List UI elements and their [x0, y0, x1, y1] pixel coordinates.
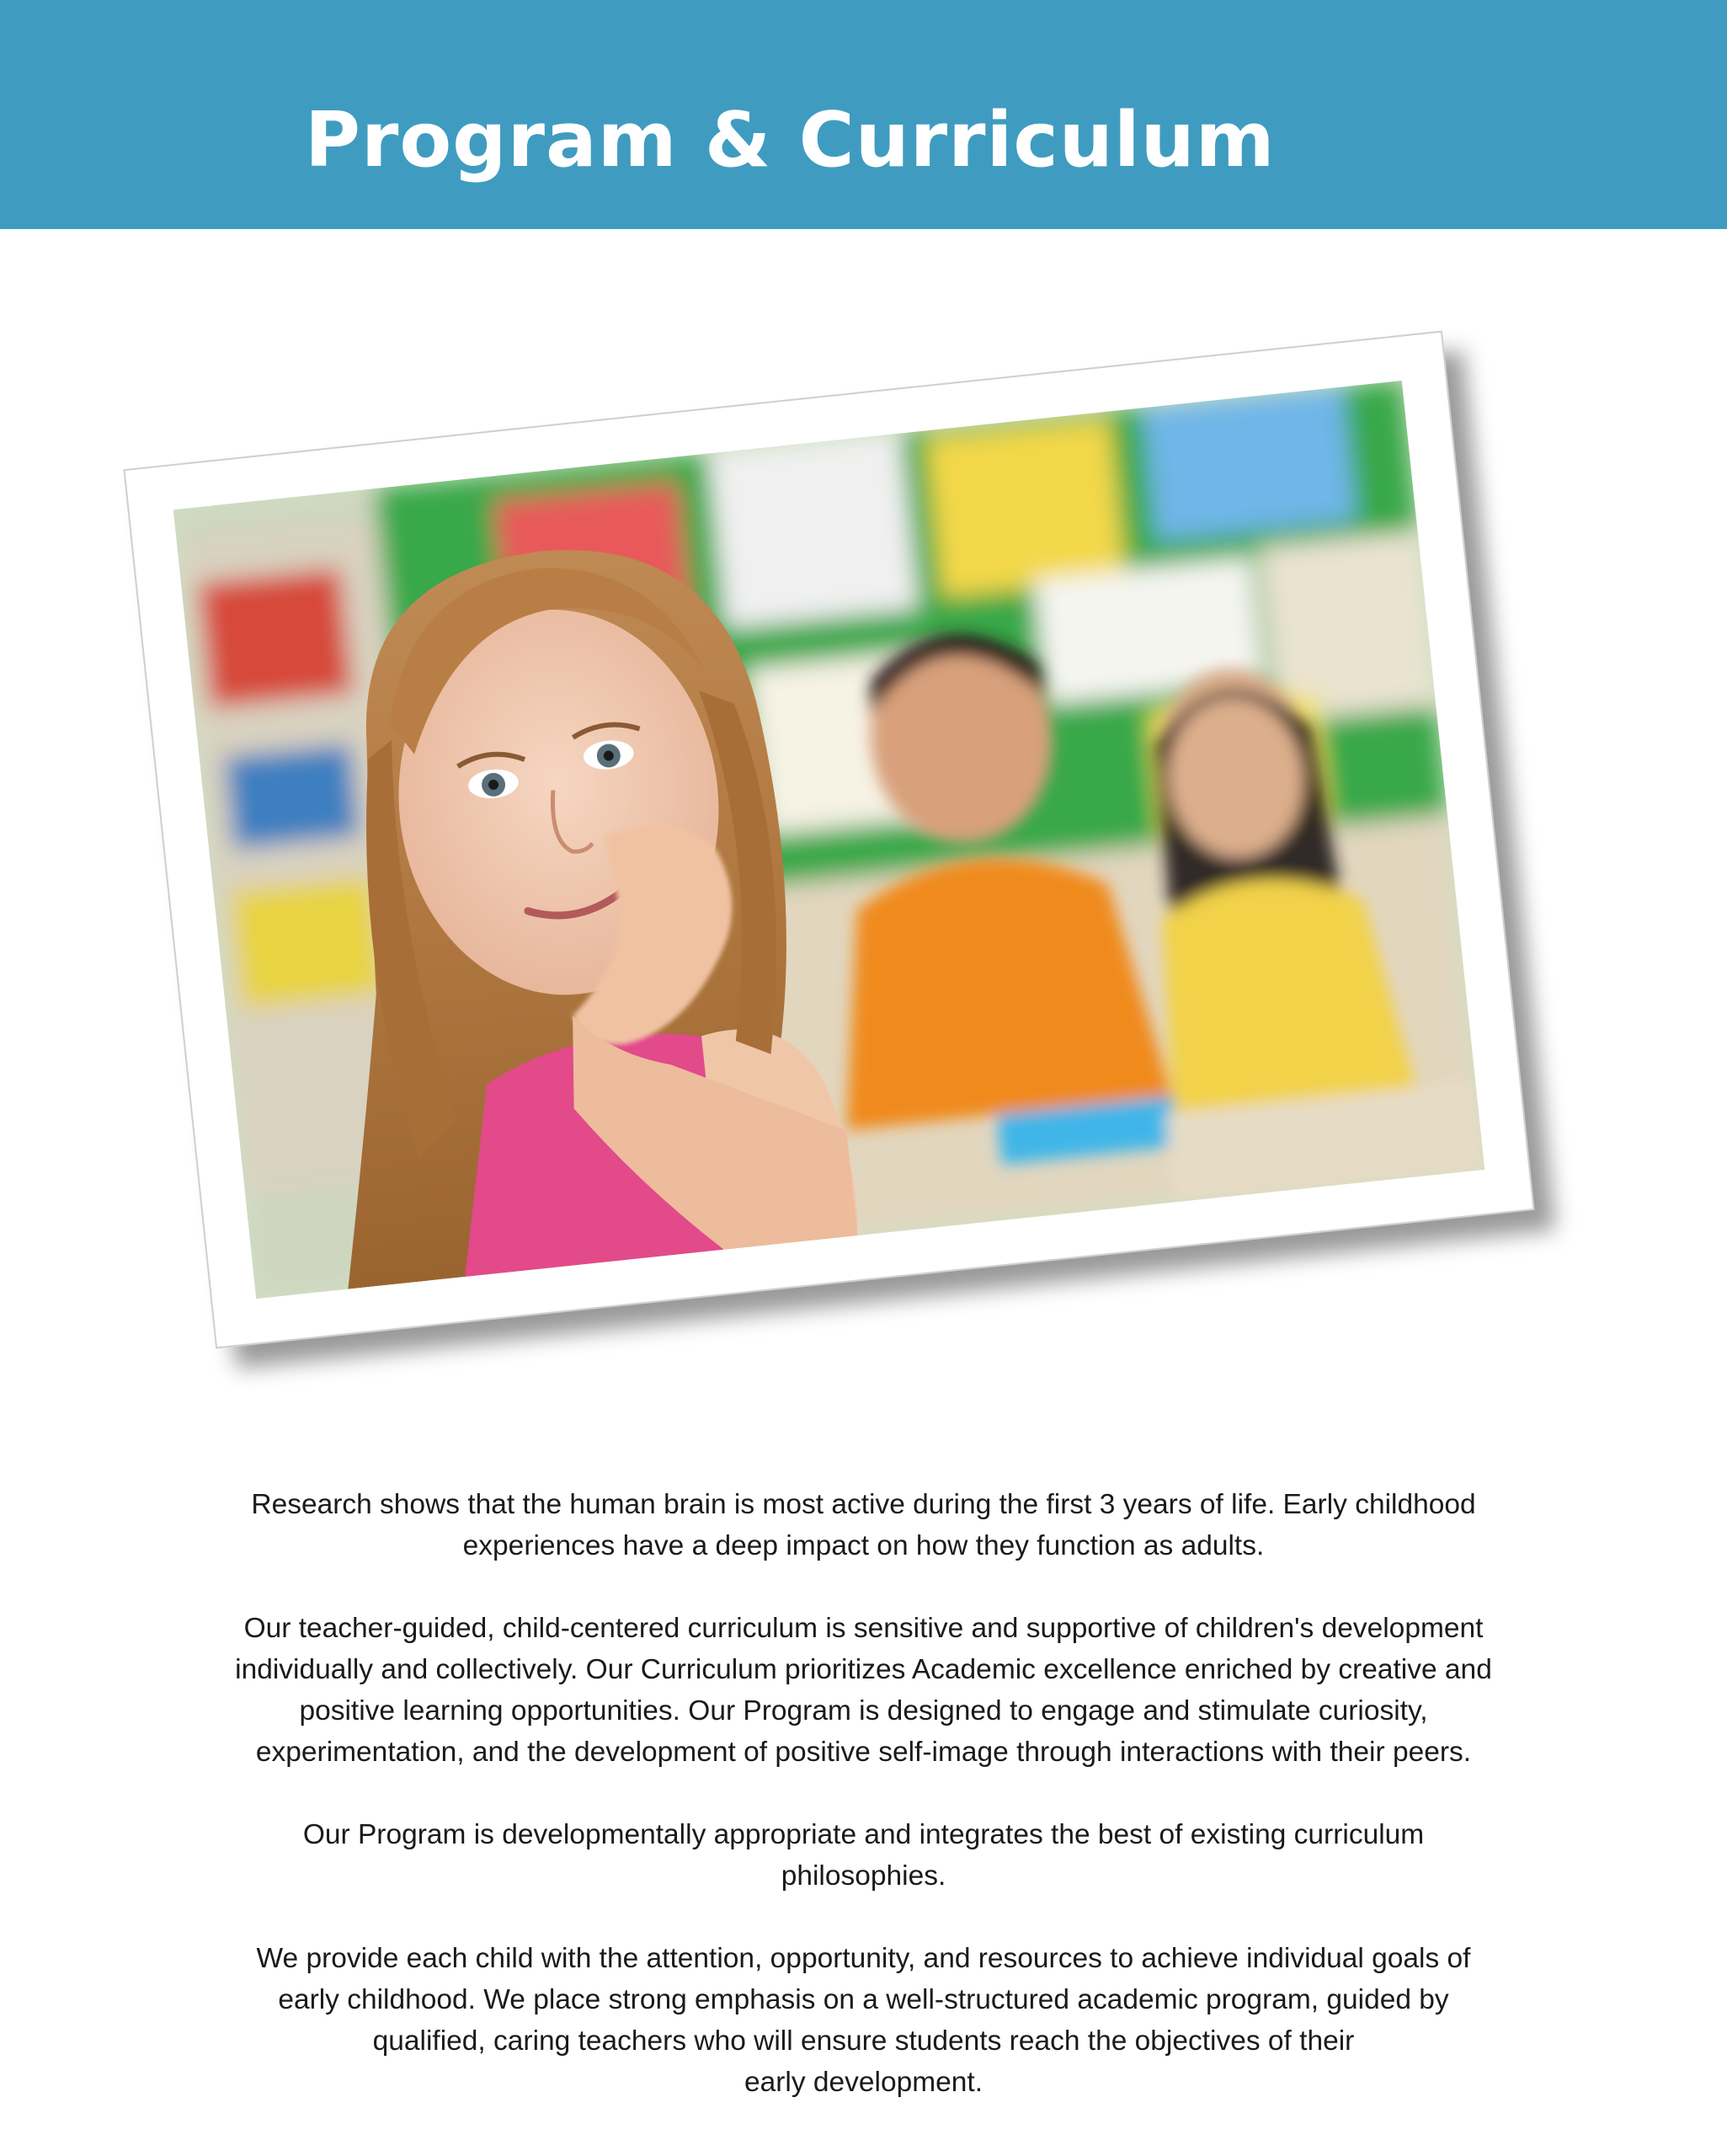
page-title: Program & Curriculum: [305, 96, 1276, 184]
text-line: qualified, caring teachers who will ensure students reach the objectives of their: [372, 2025, 1355, 2057]
paragraph-research: [152, 1484, 1575, 1566]
text-line: Our Program is developmentally appropriate and integrates the best of existing curriculum: [302, 1819, 1425, 1850]
classroom-photo: [173, 381, 1484, 1299]
text-line: early childhood. We place strong emphasis on a well-structured academic program, guided by: [278, 1984, 1449, 2015]
header-band: [0, 0, 1727, 229]
text-line: We provide each child with the attention, opportunity, and resources to achieve individual goals of: [256, 1943, 1471, 1974]
text-line: Research shows that the human brain is most active during the first 3 years of life. Early childhood: [251, 1489, 1476, 1520]
text-line: individually and collectively. Our Curriculum prioritizes Academic excellence enriched by creative and: [235, 1654, 1492, 1685]
text-line: Our teacher-guided, child-centered curriculum is sensitive and supportive of children's development: [243, 1613, 1484, 1644]
text-line: philosophies.: [781, 1860, 946, 1892]
text-line: experiences have a deep impact on how they function as adults.: [462, 1530, 1265, 1561]
photo-frame: [123, 331, 1534, 1349]
paragraph-curriculum: [152, 1608, 1575, 1773]
text-line: positive learning opportunities. Our Program is designed to engage and stimulate curiosity,: [299, 1695, 1428, 1726]
paragraph-attention: [152, 1938, 1575, 2103]
body-text: [152, 1484, 1575, 2103]
paragraph-program: [152, 1814, 1575, 1897]
text-line: experimentation, and the development of positive self-image through interactions with their peers.: [255, 1737, 1472, 1768]
text-line: early development.: [744, 2067, 983, 2098]
